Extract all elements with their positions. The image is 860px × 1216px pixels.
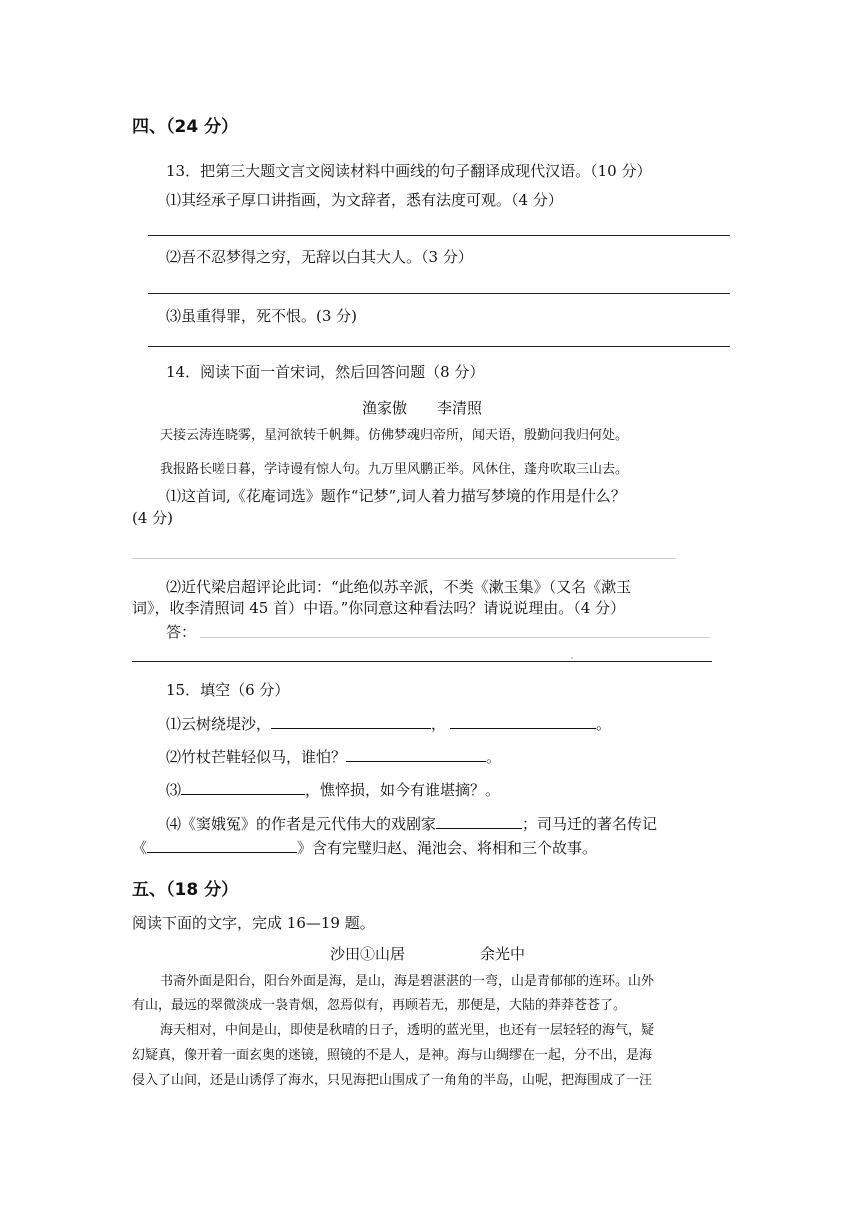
fill-blank[interactable] [147,837,297,853]
q15-item-4-text: ⑷《窦娥冤》的作者是元代伟大的戏剧家 [166,815,437,833]
q15-item-1-comma: ， [431,715,447,733]
section4-heading: 四、（24 分） [132,117,239,137]
q13-item-3: ⑶虽重得罪，死不恨。(3 分) [166,307,358,325]
q15-item-3 [166,779,500,800]
section5-heading: 五、（18 分） [132,880,239,900]
q15-item-2 [166,746,501,767]
q14-sub2: ⑵近代梁启超评论此词：“此绝似苏辛派，不类《漱玉集》（又名《漱玉 [166,578,632,596]
q15-item-3-num: ⑶ [166,781,182,799]
article-line: 有山，最远的翠微淡成一袅青烟，忽焉似有，再顾若无，那便是，大陆的莽莽苍苍了。 [132,998,627,1013]
answer-line [148,346,730,347]
q14-sub1: ⑴这首词,《花庵词选》题作“记梦”,词人着力描写梦境的作用是什么？ [166,487,626,505]
article-line: 侵入了山间，还是山诱俘了海水，只见海把山围成了一角角的半岛，山呢，把海围成了一汪 [132,1073,653,1088]
article-line: 幻疑真，像开着一面玄奥的迷镜，照镜的不是人，是神。海与山绸缪在一起，分不出，是海 [132,1048,653,1063]
fill-blank[interactable] [436,813,522,829]
q15-item-4 [166,813,657,834]
q15-title: 15．填空（6 分） [166,681,290,699]
q15-item-1-end: 。 [596,715,612,733]
answer-line [132,661,712,662]
article-title: 沙田①山居 余光中 [330,945,526,963]
fill-blank[interactable] [271,713,431,729]
q14-title: 14．阅读下面一首宋词，然后回答问题（8 分） [166,363,485,381]
q14-sub2-cont: 词》，收李清照词 45 首）中语。”你同意这种看法吗？请说说理由。（4 分） [132,599,626,617]
answer-line [200,637,710,638]
q13-title: 13．把第三大题文言文阅读材料中画线的句子翻译成现代汉语。（10 分） [166,162,652,180]
q15-item-1-text: ⑴云树绕堤沙， [166,715,272,733]
section5-intro: 阅读下面的文字，完成 16—19 题。 [132,914,375,932]
q15-item-3-text: ，憔悴损，如今有谁堪摘？。 [305,781,501,799]
q14-sub1-points: (4 分) [132,509,174,527]
poem-line: 天接云涛连晓雾，星河欲转千帆舞。仿佛梦魂归帝所，闻天语，殷勤问我归何处。 [160,428,629,443]
q15-item-4b-text: 》含有完璧归赵、渑池会、将相和三个故事。 [297,839,598,857]
q15-item-1 [166,713,611,734]
answer-label: 答： [166,623,197,641]
answer-line [148,293,730,294]
fill-blank[interactable] [346,746,486,762]
answer-line [132,558,676,559]
q13-item-2: ⑵吾不忍梦得之穷，无辞以白其大人。（3 分） [166,248,473,266]
q13-item-1: ⑴其经承子厚口讲指画，为文辞者，悉有法度可观。（4 分） [166,191,563,209]
fill-blank[interactable] [181,779,305,795]
speck [571,657,573,659]
q15-item-2-end: 。 [486,748,502,766]
poem-title: 渔家傲 李清照 [362,399,483,417]
q15-item-4-post: ；司马迁的著名传记 [522,815,658,833]
article-line: 海天相对，中间是山，即使是秋晴的日子，透明的蓝光里，也还有一层轻轻的海气，疑 [160,1023,655,1038]
poem-line: 我报路长嗟日暮，学诗谩有惊人句。九万里风鹏正举。风休住，蓬舟吹取三山去。 [160,462,629,477]
q15-item-4b-open: 《 [132,839,148,857]
fill-blank[interactable] [450,713,596,729]
answer-line [148,235,730,236]
article-line: 书斋外面是阳台，阳台外面是海，是山，海是碧湛湛的一弯，山是青郁郁的连环。山外 [160,974,655,989]
q15-item-4-cont [132,837,597,858]
q15-item-2-text: ⑵竹杖芒鞋轻似马，谁怕？ [166,748,347,766]
